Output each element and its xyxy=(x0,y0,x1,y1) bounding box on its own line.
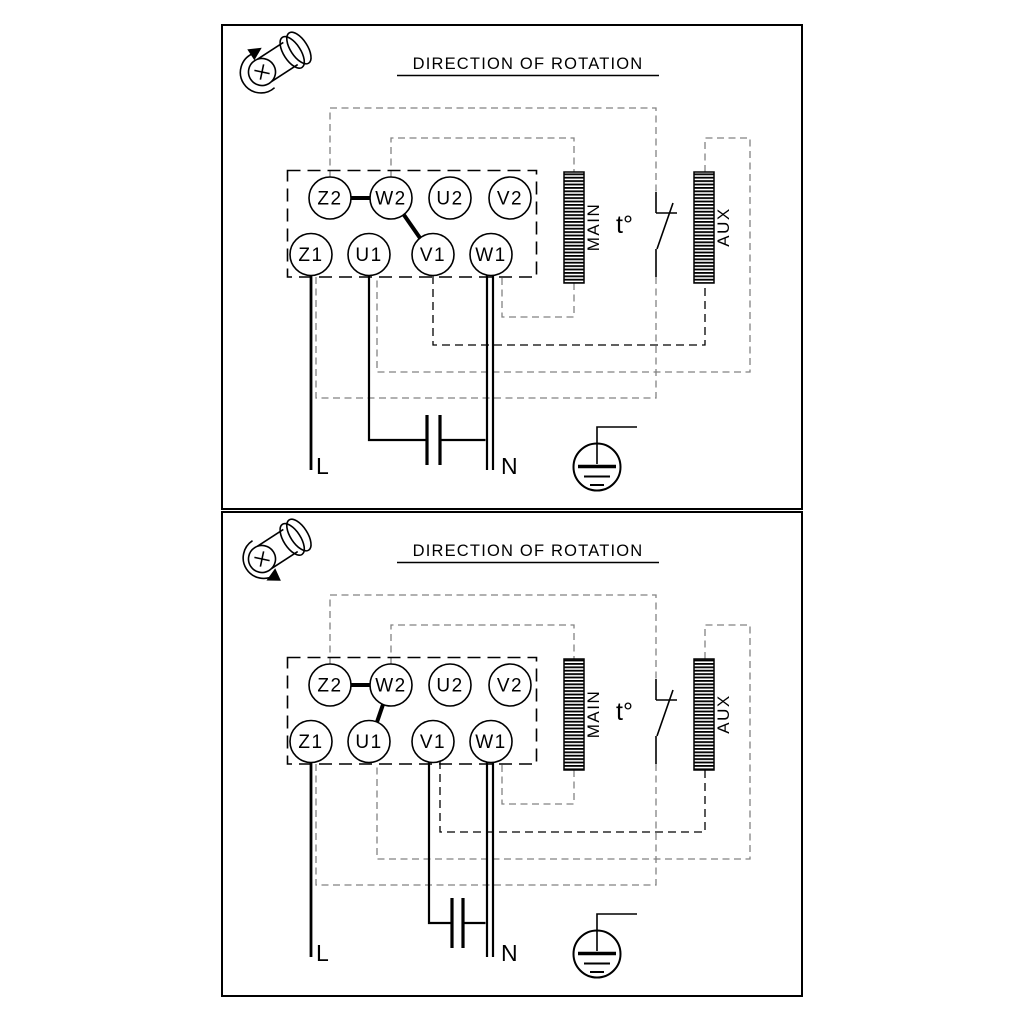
terminal-label: W2 xyxy=(375,188,407,210)
line-label: L xyxy=(316,940,329,966)
terminal-label: U1 xyxy=(355,732,383,753)
panel-1 xyxy=(222,21,802,509)
main-winding xyxy=(564,172,584,283)
main-winding-label: MAIN xyxy=(584,202,603,252)
terminal-label: U1 xyxy=(355,245,383,266)
neutral-label: N xyxy=(501,940,518,966)
panel-title: DIRECTION OF ROTATION xyxy=(412,55,644,73)
terminal-label: U2 xyxy=(436,675,464,697)
panel-2 xyxy=(222,512,802,996)
terminal-label: W1 xyxy=(475,732,507,753)
aux-winding-label: AUX xyxy=(714,694,733,734)
line-label: L xyxy=(316,453,329,479)
terminal-label: Z1 xyxy=(298,245,324,266)
thermal-switch-label: t° xyxy=(616,698,633,726)
terminal-label: Z2 xyxy=(317,188,343,210)
aux-winding xyxy=(694,172,714,283)
neutral-label: N xyxy=(501,453,518,479)
main-winding-label: MAIN xyxy=(584,689,603,739)
thermal-switch-label: t° xyxy=(616,211,633,239)
aux-winding-label: AUX xyxy=(714,207,733,247)
terminal-label: W2 xyxy=(375,675,407,697)
main-winding xyxy=(564,659,584,770)
terminal-label: V1 xyxy=(419,245,447,266)
terminal-label: V1 xyxy=(419,732,447,753)
panel-title: DIRECTION OF ROTATION xyxy=(412,542,644,560)
terminal-label: W1 xyxy=(475,245,507,266)
aux-winding xyxy=(694,659,714,770)
terminal-label: Z1 xyxy=(298,732,324,753)
terminal-label: U2 xyxy=(436,188,464,210)
terminal-label: V2 xyxy=(496,675,524,697)
terminal-label: V2 xyxy=(496,188,524,210)
terminal-label: Z2 xyxy=(317,675,343,697)
